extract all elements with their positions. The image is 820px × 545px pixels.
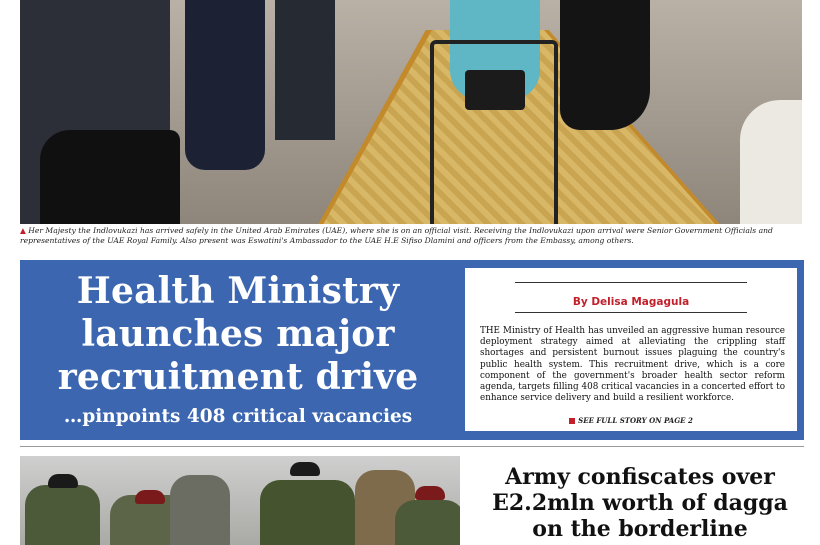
lead-headline-line-2: launches major	[81, 313, 395, 355]
photo-figure-official-2	[275, 0, 335, 140]
byline: By Delisa Magagula	[572, 296, 690, 308]
lead-story-band	[20, 260, 804, 440]
photo-figure-right	[740, 100, 802, 224]
continue-link[interactable]	[465, 416, 797, 425]
section-divider	[20, 446, 804, 447]
photo-soldier-4	[260, 480, 355, 545]
photo-figure-attendant	[560, 0, 650, 130]
photo-camera	[40, 130, 180, 224]
red-square-icon	[569, 418, 575, 424]
top-photo	[20, 0, 802, 224]
lead-headline[interactable]	[28, 270, 448, 399]
photo-caption	[20, 226, 802, 248]
photo-beret-6	[415, 486, 445, 500]
photo-beret-2	[135, 490, 165, 504]
army-photo	[20, 456, 460, 545]
lead-story-body: THE Ministry of Health has unveiled an aggressive human resource deployment strategy aimed at alleviating the crippling staff shortages and persistent burnout issues plaguing the country's public health system. This recruitment drive, which is a core component of the government's broader health sector reform agenda, targets filling 408 critical vacancies in a concerted effort to enhance service delivery and build a resilient workforce.	[480, 326, 785, 404]
photo-soldier-6	[395, 500, 460, 545]
lead-subhead: …pinpoints 408 critical vacancies	[63, 406, 413, 427]
army-headline-line-3: on the borderline	[532, 516, 748, 542]
byline-rule-top	[515, 282, 747, 283]
byline-rule-bottom	[515, 312, 747, 313]
photo-walker	[430, 40, 558, 224]
army-headline-line-1: Army confiscates over	[505, 464, 775, 490]
photo-figure-official	[185, 0, 265, 170]
lead-story-box	[465, 268, 797, 431]
lead-headline-line-3: recruitment drive	[57, 356, 419, 398]
continue-text: SEE FULL STORY ON PAGE 2	[578, 416, 693, 425]
army-headline[interactable]	[480, 464, 800, 542]
photo-walker-bag	[465, 70, 525, 110]
lead-headline-line-1: Health Ministry	[76, 270, 400, 312]
caption-text: Her Majesty the Indlovukazi has arrived safely in the United Arab Emirates (UAE), where she is on an official visit. Receiving the Indlovukazi upon arrival were Senior Government Officials and representatives of the UAE Royal Family. Also present was Eswatini's Ambassador to the UAE H.E Sifiso Dlamini and officers from the Embassy, among others.	[20, 226, 773, 245]
photo-beret-1	[48, 474, 78, 488]
photo-soldier-1	[25, 485, 100, 545]
army-headline-line-2: E2.2mln worth of dagga	[492, 490, 788, 516]
photo-beret-4	[290, 462, 320, 476]
photo-soldier-3	[170, 475, 230, 545]
caption-marker-icon: ▲	[20, 226, 26, 235]
